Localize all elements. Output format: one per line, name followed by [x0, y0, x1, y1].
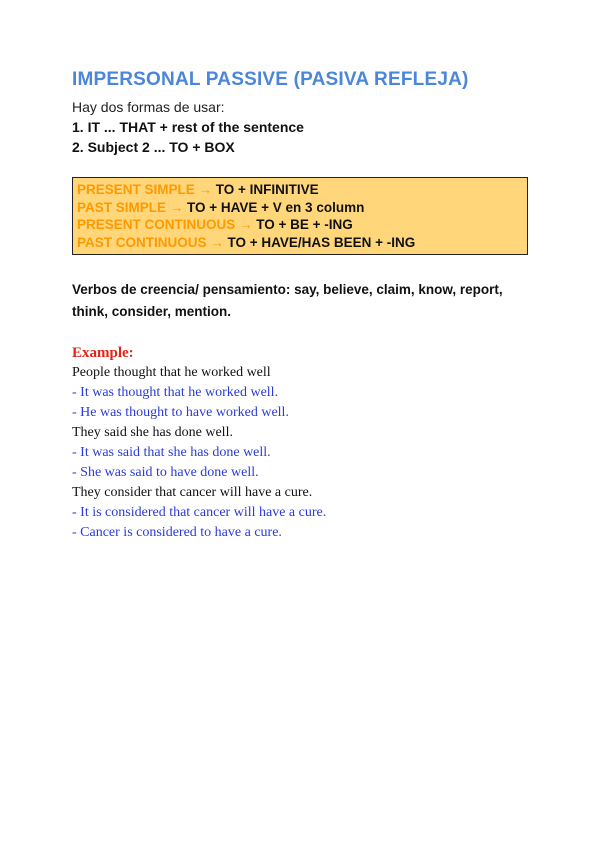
belief-verbs-text: Verbos de creencia/ pensamiento: say, believe, claim, know, report, think, consider, mention.	[72, 282, 503, 319]
tense-row-present-continuous	[77, 216, 523, 234]
tense-row-past-simple	[77, 199, 523, 217]
tense-name: PRESENT SIMPLE →	[77, 182, 213, 197]
intro-text: Hay dos formas de usar:	[72, 99, 225, 115]
example-sentence: They said she has done well.	[72, 425, 233, 440]
form-two: 2. Subject 2 ... TO + BOX	[72, 139, 235, 155]
example-transformation: - It was thought that he worked well.	[72, 385, 279, 400]
form-one: 1. IT ... THAT + rest of the sentence	[72, 119, 304, 135]
example-sentence: People thought that he worked well	[72, 365, 271, 380]
example-transformation: - She was said to have done well.	[72, 465, 259, 480]
example-heading: Example:	[72, 345, 134, 361]
example-transformation: - He was thought to have worked well.	[72, 405, 289, 420]
tense-row-past-continuous	[77, 234, 523, 252]
tense-name: PRESENT CONTINUOUS →	[77, 217, 253, 232]
tense-name: PAST CONTINUOUS →	[77, 234, 224, 250]
tense-name: PAST SIMPLE →	[77, 199, 184, 215]
tense-rule: TO + HAVE/HAS BEEN + -ING	[223, 234, 416, 250]
example-transformation: - It was said that she has done well.	[72, 445, 271, 460]
tense-rule: TO + HAVE + V en 3 column	[183, 199, 365, 215]
tense-row-present-simple	[77, 181, 523, 199]
page-title: IMPERSONAL PASSIVE (PASIVA REFLEJA)	[72, 69, 469, 90]
example-sentence: They consider that cancer will have a cure.	[72, 485, 313, 500]
example-transformation: - It is considered that cancer will have a cure.	[72, 505, 327, 520]
tense-rule: TO + INFINITIVE	[212, 182, 319, 197]
document-page	[72, 68, 532, 543]
tense-rule: TO + BE + -ING	[252, 217, 353, 232]
example-transformation: - Cancer is considered to have a cure.	[72, 525, 282, 540]
tense-rules-box	[72, 177, 528, 255]
